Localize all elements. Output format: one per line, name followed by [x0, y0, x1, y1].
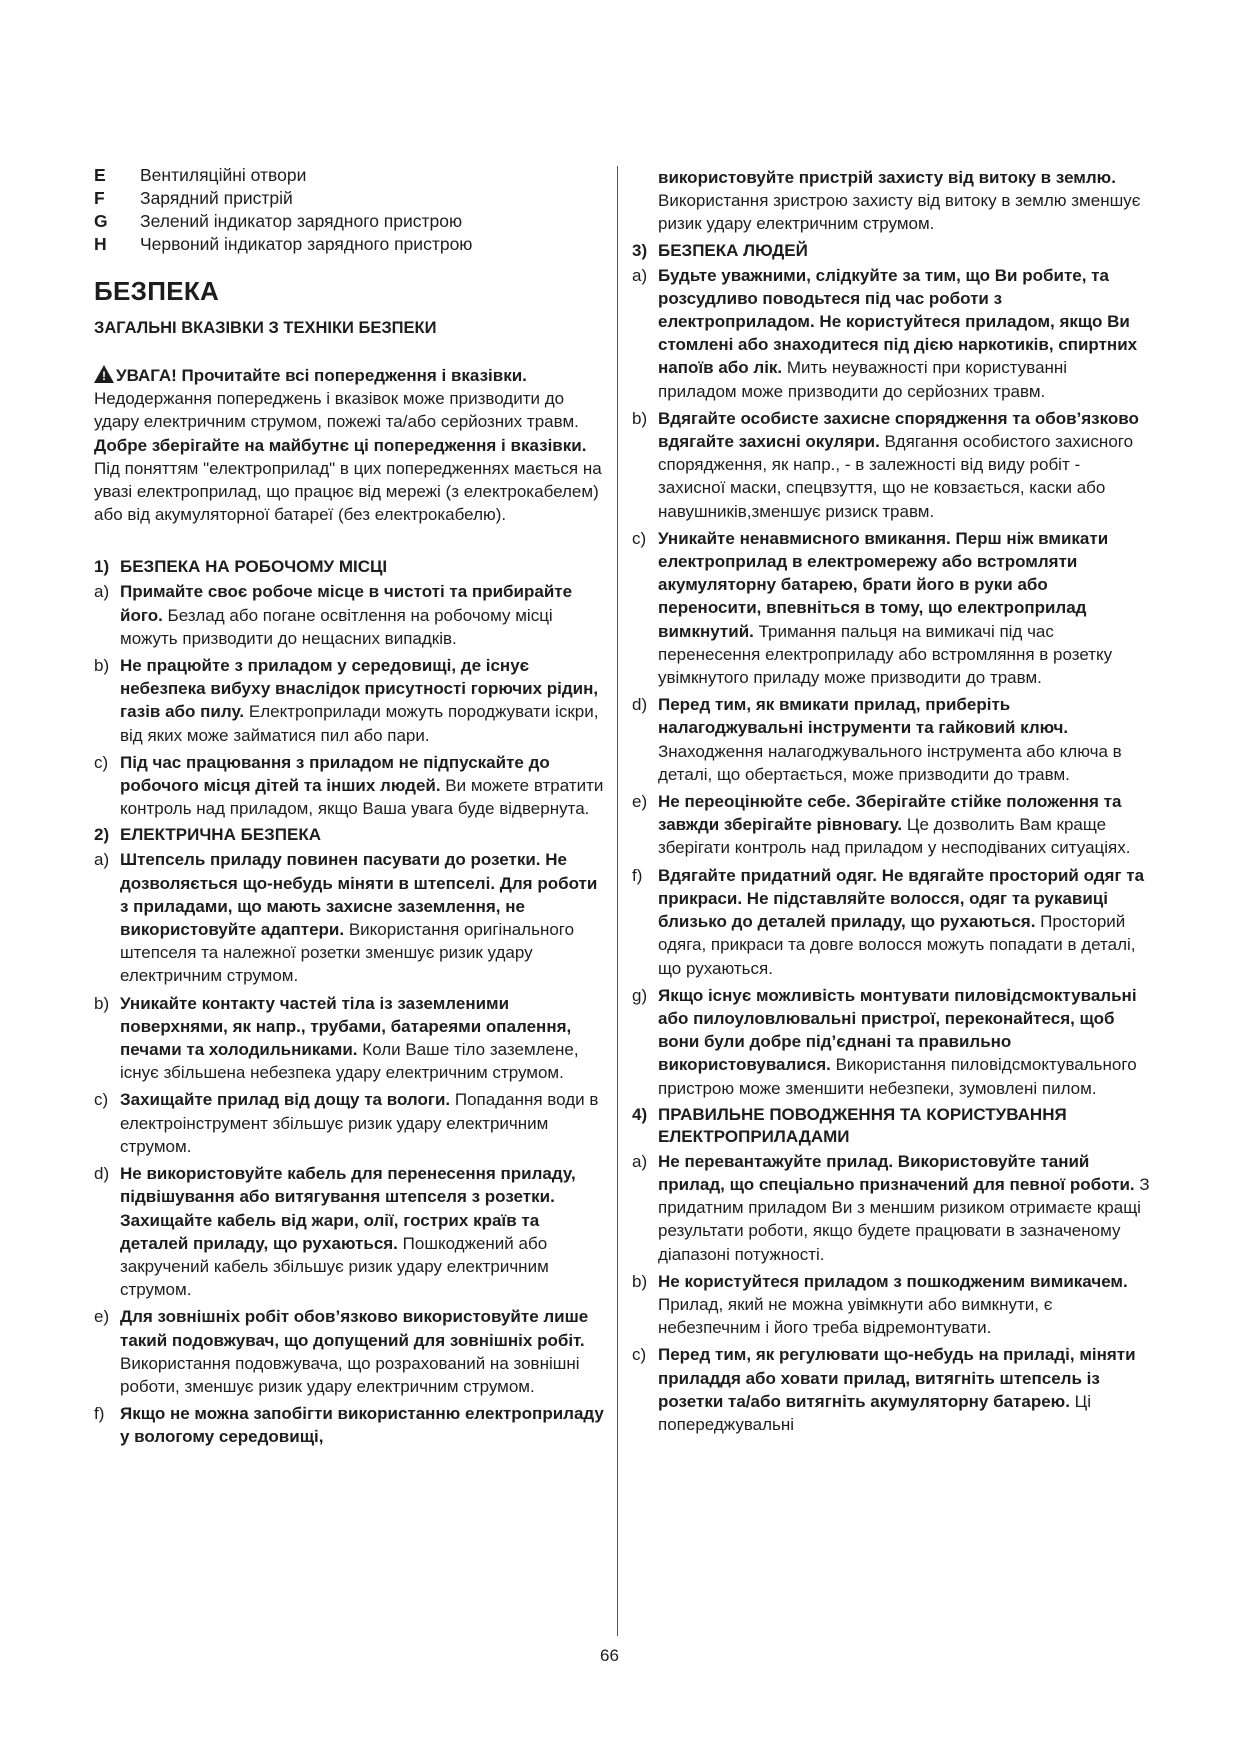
- warning-triangle-icon: !: [94, 365, 114, 383]
- legend-row: H Червоний індикатор зарядного пристрою: [94, 234, 473, 254]
- list-item: a) Не перевантажуйте прилад. Використовуйте таний прилад, що спеціально призначений для певної роботи. З придатним приладом Ви з меншим ризиком отримаєте кращі результати роботи, якщо будете працювати в зазначеному діапазоні потужності.: [632, 1151, 1150, 1264]
- list-item: c) Уникайте ненавмисного вмикання. Перш ніж вмикати електроприлад в електромережу або встромляти акумуляторну батарею, брати його в руки або переносити, впевніться в тому, що електроприлад вимкнутий. Тримання пальця на вимикачі під час перенесення електроприладу або встромляння в розетку увімкнутого приладу може призводити до травм.: [632, 528, 1113, 688]
- list-item: e) Не переоцінюйте себе. Зберігайте стійке положення та завжди зберігайте рівновагу. Це дозволить Вам краще зберігати контроль над приладом у несподіваних ситуаціях.: [632, 792, 1131, 858]
- list-item: d) Не використовуйте кабель для перенесення приладу, підвішування або витягування штепселя з розетки. Захищайте кабель від жари, олії, гострих країв та деталей приладу, що рухаються. Пошкоджений або закручений кабель збільшує ризик удару електричним струмом.: [94, 1164, 576, 1300]
- column-divider: [617, 166, 618, 1636]
- list-item: b) Не користуйтеся приладом з пошкодженим вимикачем. Прилад, який не можна увімкнути або вимкнути, є небезпечним і його треба відремонтувати.: [632, 1271, 1128, 1338]
- left-column: [94, 164, 606, 1453]
- section-heading: 2) ЕЛЕКТРИЧНА БЕЗПЕКА: [94, 825, 321, 845]
- list-item: b) Вдягайте особисте захисне спорядження та обов’язково вдягайте захисні окуляри. Вдягання особистого захисного спорядження, як напр., - в залежності від виду робіт - захисної маски, спецвзуття, що не ковзається, каски або навушників,зменшує ризиск травм.: [632, 408, 1139, 521]
- list-item: a) Примайте своє робоче місце в чистоті та прибирайте його. Безлад або погане освітлення на робочому місці можуть призводити до нещасних випадків.: [94, 582, 573, 648]
- legend-row: G Зелений індикатор зарядного пристрою: [94, 211, 463, 231]
- legend-row: E Вентиляційні отвори: [94, 165, 307, 185]
- list-item: b) Уникайте контакту частей тіла із заземленими поверхнями, як напр., трубами, батареями опалення, печами та холодильниками. Коли Ваше тіло заземлене, існує збільшена небезпека удару електричним струмом.: [94, 993, 579, 1083]
- list-item: e) Для зовнішніх робіт обов’язково використовуйте лише такий подовжувач, що допущений для зовнішніх робіт. Використання подовжувача, що розрахований на зовнішні роботи, зменшує ризик удару електричним струмом.: [94, 1307, 589, 1396]
- section-heading: 1) БЕЗПЕКА НА РОБОЧОМУ МІСЦІ: [94, 557, 388, 577]
- page-title: БЕЗПЕКА: [94, 276, 220, 306]
- list-item: f) Якщо не можна запобігти використанню електроприладу у вологому середовищі,: [94, 1404, 604, 1447]
- section-subtitle: ЗАГАЛЬНІ ВКАЗІВКИ З ТЕХНІКИ БЕЗПЕКИ: [94, 319, 437, 337]
- right-column: [632, 166, 1150, 1440]
- list-item: c) Перед тим, як регулювати що-небудь на приладі, міняти приладдя або ховати прилад, витягніть штепсель із розетки та/або витягніть акумуляторну батарею. Ці попереджувальні: [632, 1345, 1136, 1434]
- list-item: b) Не працюйте з приладом у середовищі, де існує небезпека вибуху внаслідок присутності горючих рідин, газів або пилу. Електроприлади можуть породжувати іскри, від яких може займатися пил або пари.: [94, 656, 599, 745]
- list-item: c) Захищайте прилад від дощу та вологи. Попадання води в електроінструмент збільшує ризик удару електричним струмом.: [94, 1090, 599, 1156]
- section-heading: 4) ПРАВИЛЬНЕ ПОВОДЖЕННЯ ТА КОРИСТУВАННЯ ЕЛЕКТРОПРИЛАДАМИ: [632, 1104, 1067, 1146]
- continued-paragraph: використовуйте пристрій захисту від витоку в землю. Використання зристрою захисту від витоку в землю зменшує ризик удару електричним струмом.: [658, 168, 1141, 234]
- list-item: d) Перед тим, як вмикати прилад, приберіть налагоджувальні інструменти та гайковий ключ. Знаходження налагоджувального інструмента або ключа в деталі, що обертається, може призводити до травм.: [632, 695, 1122, 784]
- page-number: 66: [600, 1646, 619, 1665]
- list-item: f) Вдягайте придатний одяг. Не вдягайте просторий одяг та прикраси. Не підставляйте волосся, одяг та рукавиці близько до деталей приладу, що рухаються. Просторий одяга, прикраси та довге волосся можуть попадати в деталі, що рухаються.: [632, 865, 1145, 978]
- list-item: g) Якщо існує можливість монтувати пиловідсмоктувальні або пилоуловлювальні пристрої, переконайтеся, щоб вони були добре під’єднані та правильно використовувалися. Використання пиловідсмоктувального пристрою може зменшити небезпеки, зумовлені пилом.: [632, 985, 1137, 1098]
- list-item: a) Штепсель приладу повинен пасувати до розетки. Не дозволяється що-небудь міняти в штепселі. Для роботи з приладами, що мають захисне заземлення, не використовуйте адаптери. Використання оригінального штепселя та належної розетки зменшує ризик удару електричним струмом.: [94, 850, 598, 986]
- legend-row: F Зарядний пристрій: [94, 188, 293, 208]
- section-heading: 3) БЕЗПЕКА ЛЮДЕЙ: [632, 240, 808, 260]
- list-item: c) Під час працювання з приладом не підпускайте до робочого місця дітей та інших людей. Ви можете втратити контроль над приладом, якщо Ваша увага буде відвернута.: [94, 752, 604, 819]
- list-item: a) Будьте уважними, слідкуйте за тим, що Ви робите, та розсудливо поводьтеся під час роботи з електроприладом. Не користуйтеся приладом, якщо Ви стомлені або знаходитеся під дією наркотиків, спиртних напоїв або лік. Мить неуважності при користуванні приладом може призводити до серйозних травм.: [632, 265, 1138, 401]
- legend: [94, 164, 606, 256]
- warning-paragraph: ! УВАГА! Прочитайте всі попередження і вказівки. Недодержання попереджень і вказівок може призводити до удару електричним струмом, пожежі та/або серйозних травм. Добре зберігайте на майбутнє ці попередження і вказівки. Під поняттям "електроприлад" в цих попередженнях мається на увазі електроприлад, що працює від мережі (з електрокабелем) або від акумуляторної батареї (без електрокабелю).: [94, 366, 602, 525]
